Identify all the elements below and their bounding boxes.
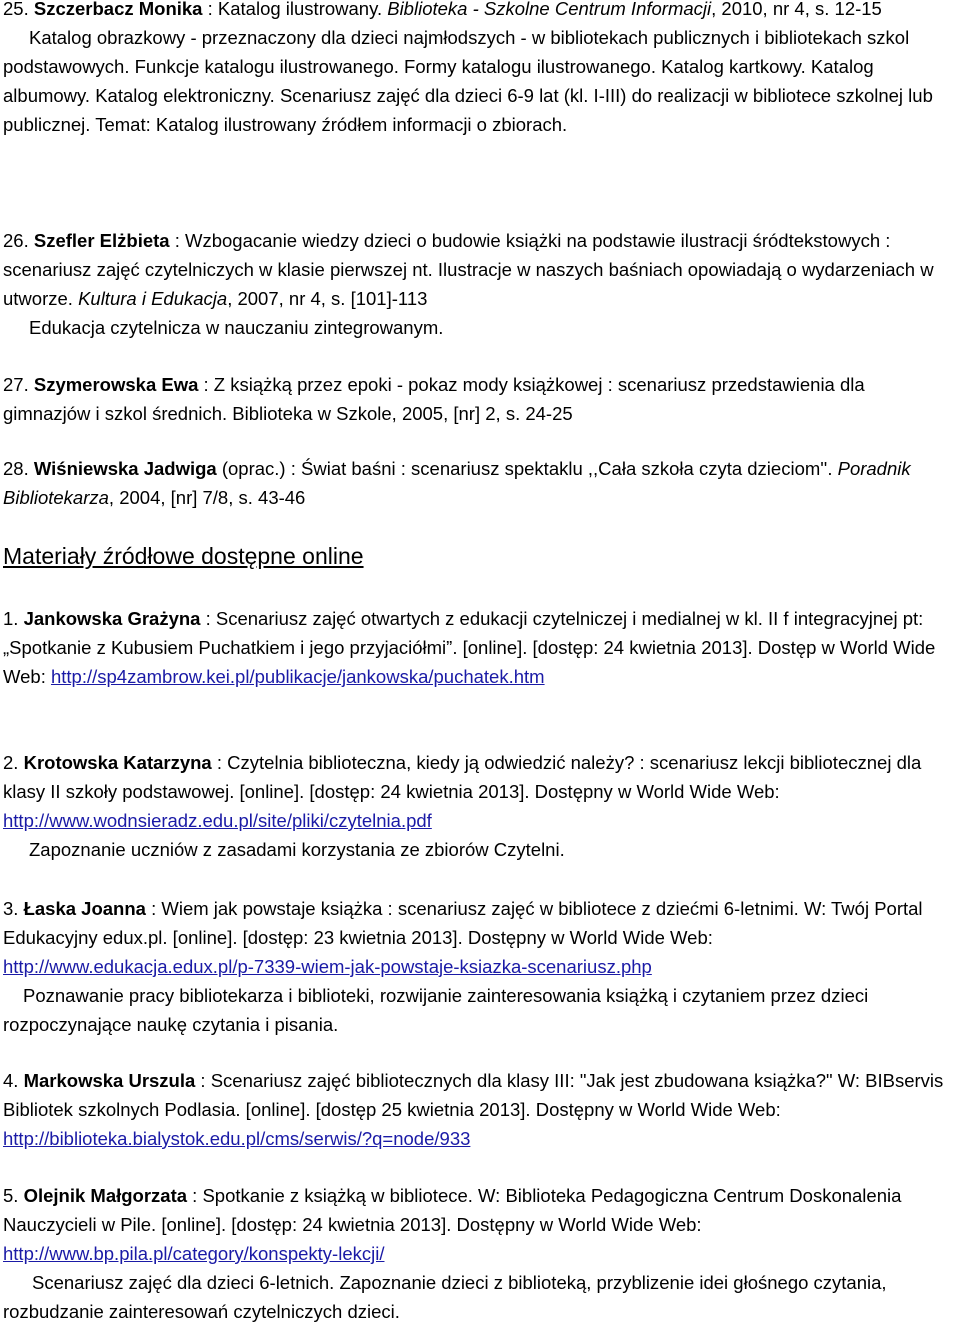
entry-number: 2. (3, 752, 24, 773)
online-entry-2 (3, 748, 954, 864)
entry-citation (3, 748, 954, 835)
entry-number: 26. (3, 230, 34, 251)
online-entry-5 (3, 1181, 954, 1326)
entry-link[interactable]: http://www.bp.pila.pl/category/konspekty-lekcji/ (3, 1243, 385, 1264)
entry-author: Markowska Urszula (23, 1070, 196, 1091)
section-heading: Materiały źródłowe dostępne online (3, 543, 364, 569)
entry-annotation: Poznawanie pracy bibliotekarza i biblioteki, rozwijanie zainteresowania książką i czytaniem przez dzieci rozpoczynające naukę czytania i pisania. (3, 985, 869, 1035)
online-entry-3 (3, 894, 954, 1039)
entry-number: 28. (3, 458, 34, 479)
entry-author: Łaska Joanna (23, 898, 146, 919)
entry-author: Krotowska Katarzyna (23, 752, 212, 773)
entry-title: : Wzbogacanie wiedzy dzieci o budowie książki na podstawie ilustracji śródtekstowych : scenariusz zajęć czytelniczych w klasie pierwszej nt. Ilustracje w naszych baśniach opowiadają o wydarzeniach w utworze. (3, 230, 934, 309)
bibliography-entry-28 (3, 454, 954, 512)
online-entry-1 (3, 604, 954, 691)
entry-citation (3, 894, 954, 981)
entry-details: , 2004, [nr] 7/8, s. 43-46 (108, 487, 306, 508)
entry-link[interactable]: http://www.edukacja.edux.pl/p-7339-wiem-jak-powstaje-ksiazka-scenariusz.php (3, 956, 652, 977)
entry-title: (oprac.) : Świat baśni : scenariusz spektaklu ,,Cała szkoła czyta dzieciom''. (216, 458, 838, 479)
entry-title: : Czytelnia biblioteczna, kiedy ją odwiedzić należy? : scenariusz lekcji bibliotecznej dla klasy II szkoły podstawowej. [online]. [dostęp: 24 kwietnia 2013]. Dostępny w World Wide Web: (3, 752, 922, 802)
entry-number: 25. (3, 0, 34, 19)
entry-annotation: Scenariusz zajęć dla dzieci 6-letnich. Zapoznanie dzieci z biblioteką, przyblizenie idei głośnego czytania, rozbudzanie zainteresowań czytelniczych dzieci. (3, 1272, 887, 1322)
entry-citation (3, 454, 954, 512)
entry-number: 1. (3, 608, 24, 629)
entry-link[interactable]: http://biblioteka.bialystok.edu.pl/cms/serwis/?q=node/933 (3, 1128, 471, 1149)
entry-author: Szefler Elżbieta (33, 230, 170, 251)
entry-author: Wiśniewska Jadwiga (33, 458, 217, 479)
entry-number: 27. (3, 374, 34, 395)
entry-number: 5. (3, 1185, 24, 1206)
entry-author: Jankowska Grażyna (23, 608, 201, 629)
entry-author: Olejnik Małgorzata (23, 1185, 188, 1206)
entry-source: Biblioteka - Szkolne Centrum Informacji (387, 0, 712, 19)
bibliography-entry-25 (3, 0, 954, 139)
online-entry-4 (3, 1066, 954, 1153)
entry-source: Poradnik Bibliotekarza (3, 458, 911, 508)
entry-details: , 2007, nr 4, s. [101]-113 (227, 288, 428, 309)
entry-citation (3, 604, 954, 691)
entry-annotation: Edukacja czytelnicza w nauczaniu zintegrowanym. (29, 317, 444, 338)
bibliography-entry-26 (3, 226, 954, 342)
entry-citation (3, 226, 954, 313)
bibliography-entry-27 (3, 370, 954, 428)
entry-author: Szczerbacz Monika (33, 0, 203, 19)
entry-link[interactable]: http://sp4zambrow.kei.pl/publikacje/jankowska/puchatek.htm (50, 666, 545, 687)
entry-title: : Spotkanie z książką w bibliotece. W: Biblioteka Pedagogiczna Centrum Doskonalenia Nauczycieli w Pile. [online]. [dostęp: 24 kwietnia 2013]. Dostępny w World Wide Web: (3, 1185, 902, 1235)
entry-details: , 2010, nr 4, s. 12-15 (711, 0, 882, 19)
entry-source: Kultura i Edukacja (78, 288, 228, 309)
entry-annotation: Zapoznanie uczniów z zasadami korzystania ze zbiorów Czytelni. (29, 839, 565, 860)
entry-citation (3, 1066, 954, 1153)
entry-citation (3, 1181, 954, 1268)
entry-number: 3. (3, 898, 24, 919)
entry-title: : Scenariusz zajęć bibliotecznych dla klasy III: "Jak jest zbudowana książka?" W: BIBservis Bibliotek szkolnych Podlasia. [online]. [dostęp 25 kwietnia 2013]. Dostępny w World Wide Web: (3, 1070, 944, 1120)
entry-title: : Wiem jak powstaje książka : scenariusz zajęć w bibliotece z dziećmi 6-letnimi. W: Twój Portal Edukacyjny edux.pl. [online]. [dostęp: 23 kwietnia 2013]. Dostępny w World Wide Web: (3, 898, 923, 948)
entry-citation (3, 370, 954, 428)
entry-title: : Katalog ilustrowany. (202, 0, 388, 19)
entry-annotation: Katalog obrazkowy - przeznaczony dla dzieci najmłodszych - w bibliotekach publicznych i bibliotekach szkol podstawowych. Funkcje katalogu ilustrowanego. Formy katalogu ilustrowanego. Katalog kartkowy. Katalog albumowy. Katalog elektroniczny. Scenariusz zajęć dla dzieci 6-9 lat (kl. I-III) do realizacji w bibliotece szkolnej lub publicznej. Temat: Katalog ilustrowany źródłem informacji o zbiorach. (3, 27, 933, 135)
entry-citation (3, 0, 954, 23)
entry-number: 4. (3, 1070, 24, 1091)
entry-title: : Scenariusz zajęć otwartych z edukacji czytelniczej i medialnej w kl. II f integracyjnej pt: „Spotkanie z Kubusiem Puchatkiem i jego przyjaciółmi”. [online]. [dostęp: 24 kwietnia 2013]. Dostęp w World Wide Web: (3, 608, 936, 687)
entry-link[interactable]: http://www.wodnsieradz.edu.pl/site/pliki/czytelnia.pdf (3, 810, 432, 831)
entry-author: Szymerowska Ewa (33, 374, 199, 395)
entry-title: : Z książką przez epoki - pokaz mody książkowej : scenariusz przedstawienia dla gimnazjów i szkol średnich. Biblioteka w Szkole, 2005, [nr] 2, s. 24-25 (3, 374, 865, 424)
